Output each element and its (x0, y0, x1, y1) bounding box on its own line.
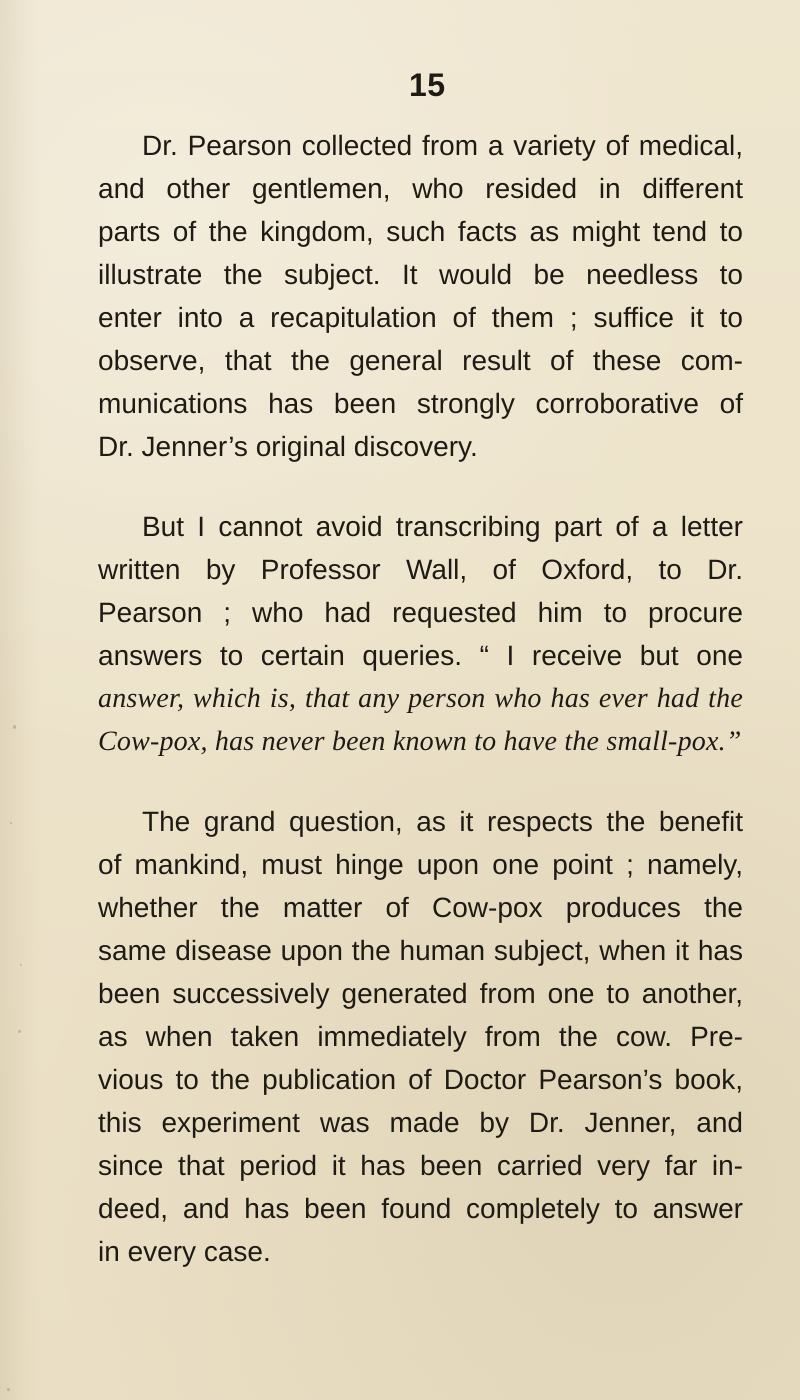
paragraph-gap (98, 468, 743, 505)
page-gutter-shadow (0, 0, 42, 1400)
paragraph-line: of mankind, must hinge upon one point ; namely, (98, 849, 743, 880)
paragraph (98, 800, 743, 1273)
paragraph-line: since that period it has been carried very far in- (98, 1150, 743, 1181)
paragraph-line: as when taken immediately from the cow. Pre- (98, 1021, 743, 1052)
paragraph-line: written by Professor Wall, of Oxford, to Dr. (98, 554, 743, 585)
paragraph-line: and other gentlemen, who resided in different (98, 173, 743, 204)
paragraph-line: whether the matter of Cow-pox produces the (98, 892, 743, 923)
paper-speck (7, 1388, 10, 1391)
paragraph (98, 505, 743, 763)
paragraph-line: munications has been strongly corroborative of (98, 388, 743, 419)
paragraph-line: observe, that the general result of these com- (98, 345, 743, 376)
paper-speck (10, 822, 12, 824)
paragraph-line: same disease upon the human subject, when it has (98, 935, 743, 966)
paragraph-line: The grand question, as it respects the benefit (142, 806, 743, 837)
paragraph-line: in every case. (98, 1236, 271, 1267)
paragraph-line: vious to the publication of Doctor Pearson’s book, (98, 1064, 743, 1095)
paragraph-line: enter into a recapitulation of them ; suffice it to (98, 302, 743, 333)
paragraph-line: answers to certain queries. “ I receive but one (98, 640, 743, 671)
paragraph (98, 124, 743, 468)
paragraph-line: parts of the kingdom, such facts as might tend to (98, 216, 743, 247)
quoted-line: answer, which is, that any person who has ever had the (98, 683, 743, 714)
paragraph-gap (98, 763, 743, 800)
paper-speck (13, 725, 16, 729)
page-text (98, 124, 743, 1273)
paragraph-line: Dr. Jenner’s original discovery. (98, 431, 478, 462)
paragraph-line: been successively generated from one to another, (98, 978, 743, 1009)
quoted-line: Cow-pox, has never been known to have the small-pox.” (98, 726, 742, 757)
paper-speck (18, 1030, 21, 1033)
paragraph-line: Dr. Pearson collected from a variety of medical, (142, 130, 743, 161)
paragraph-line: Pearson ; who had requested him to procure (98, 597, 743, 628)
paragraph-line: this experiment was made by Dr. Jenner, and (98, 1107, 743, 1138)
paragraph-line: But I cannot avoid transcribing part of a letter (142, 511, 743, 542)
paper-speck (20, 964, 22, 966)
paragraph-line: illustrate the subject. It would be needless to (98, 259, 743, 290)
page-number: 15 (409, 67, 446, 103)
paragraph-line: deed, and has been found completely to answer (98, 1193, 743, 1224)
